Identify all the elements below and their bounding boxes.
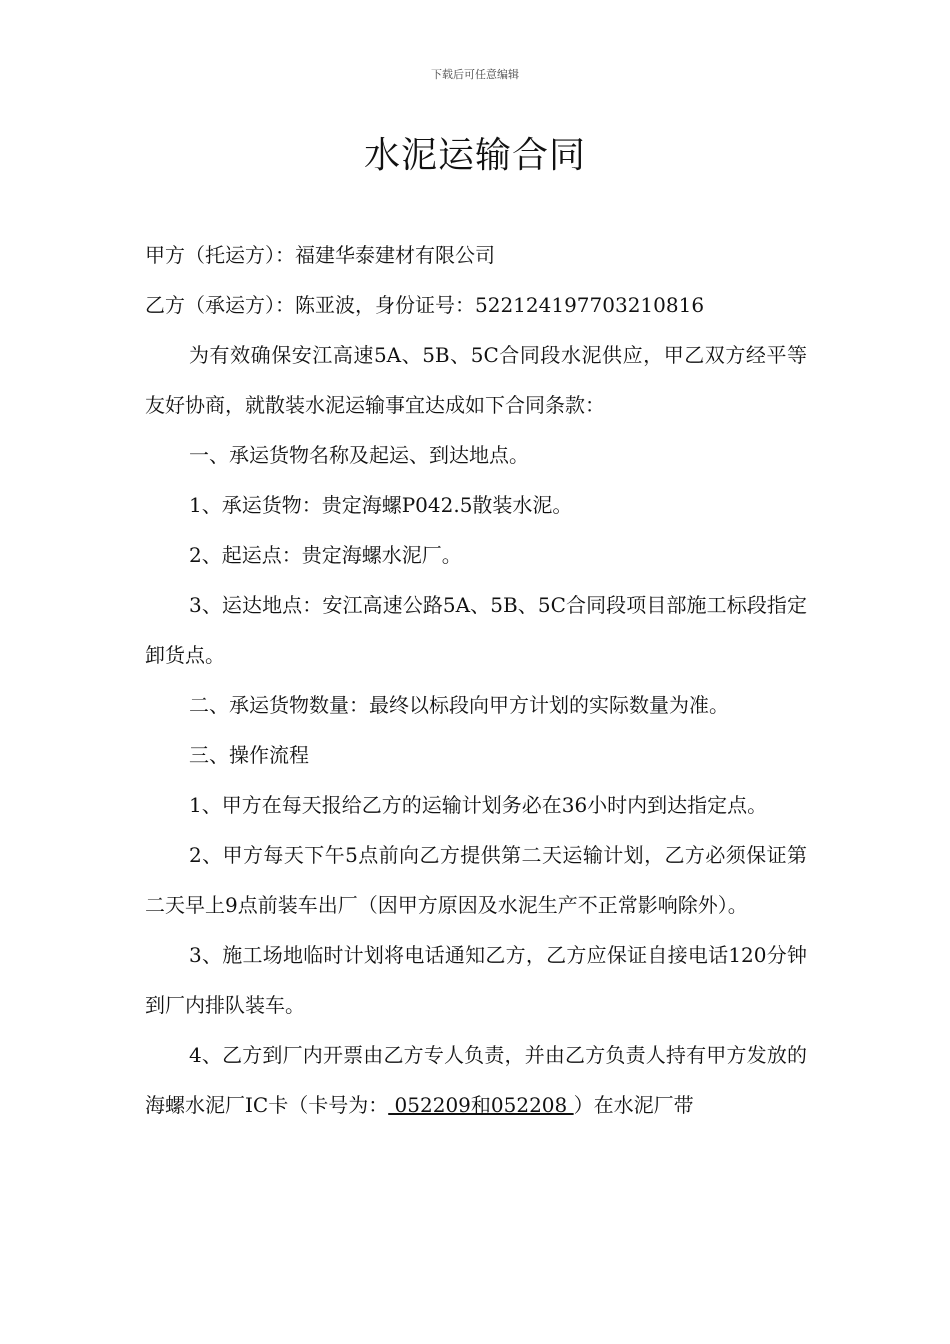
section-3-item-4-tail: ）在水泥厂带 — [573, 1093, 694, 1117]
header-note: 下载后可任意编辑 — [431, 68, 519, 81]
party-a-line: 甲方（托运方）：福建华泰建材有限公司 — [145, 243, 495, 267]
document-body — [145, 230, 807, 1130]
section-3-item-2: 2、甲方每天下午5点前向乙方提供第二天运输计划，乙方必须保证第二天早上9点前装车出厂（因甲方原因及水泥生产不正常影响除外）。 — [145, 843, 807, 917]
section-1-item-3: 3、运达地点：安江高速公路5A、5B、5C合同段项目部施工标段指定卸货点。 — [145, 593, 807, 667]
section-1-heading: 一、承运货物名称及起运、到达地点。 — [189, 443, 529, 467]
section-3-item-4 — [145, 1030, 807, 1130]
section-1-item-2: 2、起运点：贵定海螺水泥厂。 — [189, 543, 462, 567]
section-3-item-4-text: 4、乙方到厂内开票由乙方专人负责，并由乙方负责人持有甲方发放的海螺水泥厂IC卡（卡号为： — [145, 1043, 807, 1117]
ic-card-numbers: 052209和052208 — [388, 1093, 574, 1117]
party-b-line: 乙方（承运方）：陈亚波，身份证号：522124197703210816 — [145, 293, 705, 317]
section-3-item-3: 3、施工场地临时计划将电话通知乙方，乙方应保证自接电话120分钟到厂内排队装车。 — [145, 943, 807, 1017]
document-title: 水泥运输合同 — [363, 135, 586, 176]
section-1-item-1: 1、承运货物：贵定海螺P042.5散装水泥。 — [189, 493, 573, 517]
section-2: 二、承运货物数量：最终以标段向甲方计划的实际数量为准。 — [189, 693, 729, 717]
section-3-item-1: 1、甲方在每天报给乙方的运输计划务必在36小时内到达指定点。 — [189, 793, 768, 817]
intro-paragraph: 为有效确保安江高速5A、5B、5C合同段水泥供应，甲乙双方经平等友好协商，就散装水泥运输事宜达成如下合同条款： — [145, 343, 807, 417]
section-3-heading: 三、操作流程 — [189, 743, 309, 767]
